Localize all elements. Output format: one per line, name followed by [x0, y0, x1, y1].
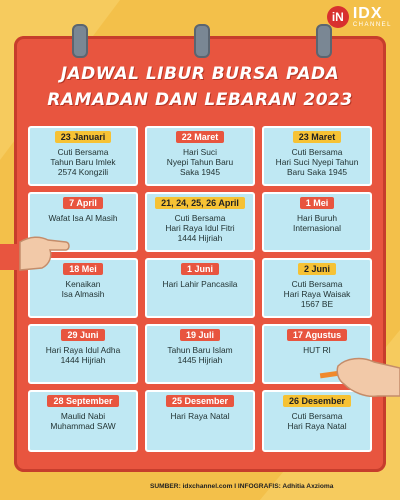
schedule-cell — [145, 126, 255, 186]
idx-channel-logo — [327, 6, 392, 28]
schedule-date: 7 April — [63, 197, 103, 209]
schedule-date: 1 Mei — [300, 197, 335, 209]
schedule-description: Maulid Nabi Muhammad SAW — [50, 411, 116, 432]
logo-name: IDX — [352, 5, 383, 22]
source-credit: SUMBER: idxchannel.com I INFOGRAFIS: Adhitia Axzioma — [150, 483, 334, 490]
binder-ring — [194, 24, 210, 58]
schedule-description: Hari Suci Nyepi Tahun Baru Saka 1945 — [166, 147, 234, 178]
schedule-cell — [262, 258, 372, 318]
schedule-description: Hari Raya Natal — [170, 411, 230, 421]
schedule-cell — [262, 192, 372, 252]
schedule-date: 26 Desember — [283, 395, 351, 407]
schedule-date: 1 Juni — [181, 263, 219, 275]
schedule-description: Cuti Bersama Tahun Baru Imlek 2574 Kongzili — [50, 147, 116, 178]
schedule-date: 2 Juni — [298, 263, 336, 275]
schedule-date: 23 Maret — [293, 131, 342, 143]
schedule-date: 28 September — [47, 395, 118, 407]
schedule-description: Cuti Bersama Hari Suci Nyepi Tahun Baru Saka 1945 — [275, 147, 359, 178]
schedule-description: Hari Lahir Pancasila — [162, 279, 238, 289]
schedule-date: 19 Juli — [180, 329, 220, 341]
schedule-cell — [145, 390, 255, 452]
schedule-cell — [145, 324, 255, 384]
schedule-description: Hari Raya Idul Adha 1444 Hijriah — [45, 345, 121, 366]
schedule-description: Tahun Baru Islam 1445 Hijriah — [167, 345, 233, 366]
logo-sub: CHANNEL — [352, 22, 392, 28]
schedule-cell — [28, 324, 138, 384]
title-line-1: JADWAL LIBUR BURSA PADA — [60, 64, 340, 84]
schedule-date: 17 Agustus — [287, 329, 347, 341]
schedule-cell — [28, 390, 138, 452]
schedule-description: Hari Buruh Internasional — [293, 213, 341, 234]
schedule-date: 25 Desember — [166, 395, 234, 407]
binder-ring — [316, 24, 332, 58]
schedule-date: 18 Mei — [63, 263, 103, 275]
schedule-cell — [145, 258, 255, 318]
hand-with-pen-icon — [318, 352, 400, 408]
schedule-description: Cuti Bersama Hari Raya Idul Fitri 1444 Hijriah — [165, 213, 235, 244]
logo-mark: iN — [327, 6, 349, 28]
pointing-hand-icon — [0, 222, 70, 282]
schedule-cell — [262, 126, 372, 186]
schedule-description: Kenaikan Isa Almasih — [61, 279, 105, 300]
schedule-date: 23 Januari — [55, 131, 112, 143]
schedule-date: 21, 24, 25, 26 April — [155, 197, 245, 209]
schedule-description: Cuti Bersama Hari Raya Waisak 1567 BE — [283, 279, 351, 310]
binder-ring — [72, 24, 88, 58]
schedule-cell — [28, 126, 138, 186]
schedule-cell — [145, 192, 255, 252]
schedule-date: 22 Maret — [176, 131, 225, 143]
schedule-description: HUT RI — [303, 345, 331, 355]
schedule-description: Cuti Bersama Hari Raya Natal — [287, 411, 347, 432]
schedule-date: 29 Juni — [61, 329, 104, 341]
title-line-2: RAMADAN DAN LEBARAN 2023 — [47, 90, 353, 110]
schedule-description: Wafat Isa Al Masih — [48, 213, 118, 223]
